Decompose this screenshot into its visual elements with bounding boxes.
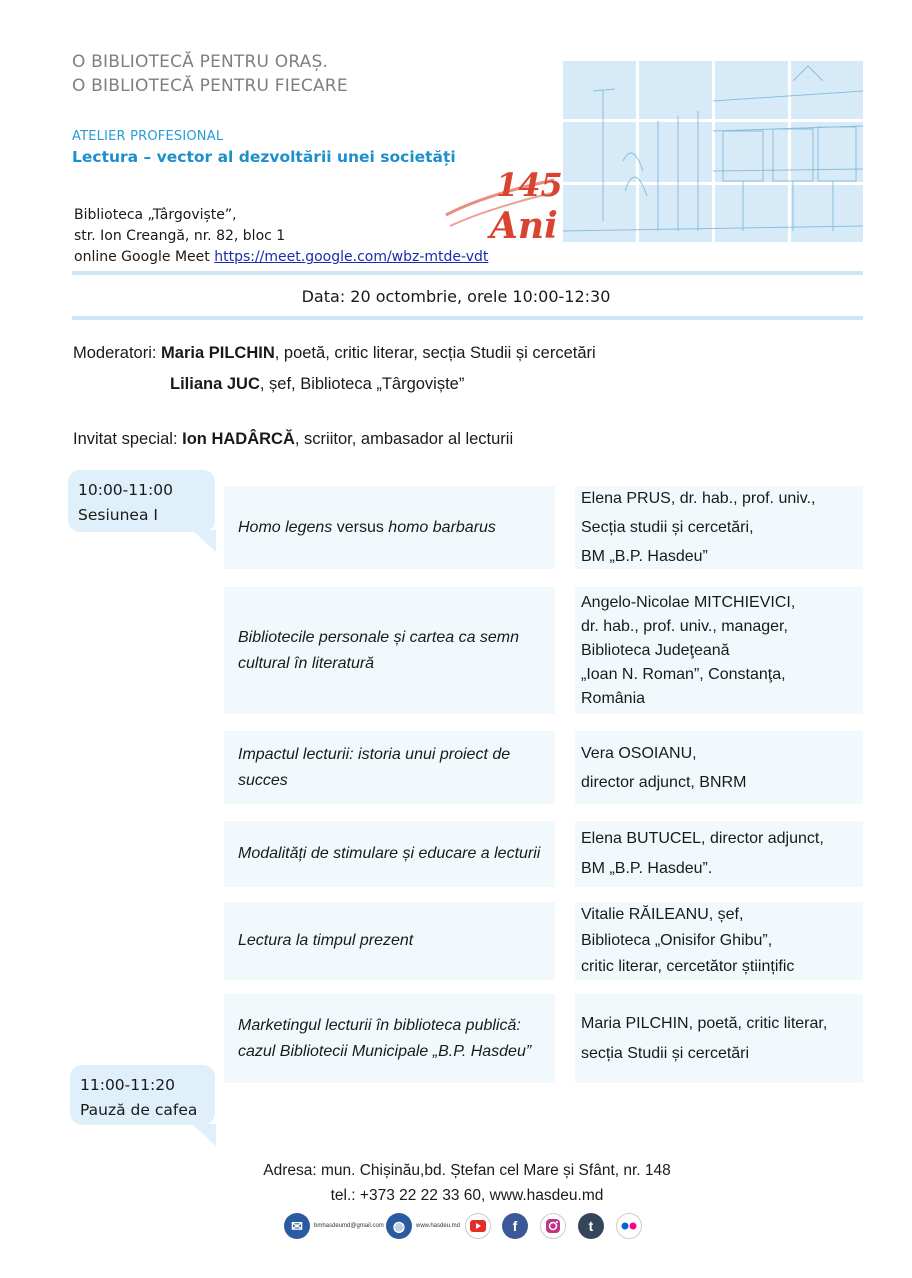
- talk-topic-3-text: Impactul lecturii: istoria unui proiect de succes: [238, 745, 511, 789]
- talk-speaker-6-line: Maria PILCHIN, poetă, critic literar,: [581, 1014, 828, 1032]
- talk-topic-2-text: Bibliotecile personale și cartea ca semn cultural în literatură: [238, 628, 520, 672]
- break-time: 11:00-11:20: [80, 1076, 175, 1094]
- session-time: 10:00-11:00: [78, 481, 173, 499]
- talk-topic-2: [224, 587, 555, 714]
- moderators-line-2: [170, 369, 464, 400]
- talk-speaker-5-line: Vitalie RĂILEANU, șef,: [581, 906, 744, 923]
- talk-speaker-2-line: Biblioteca Judeţeană: [581, 641, 730, 659]
- instagram-icon: [540, 1213, 566, 1239]
- talk-topic-1-text: Homo legens versus homo barbarus: [238, 518, 496, 536]
- meet-link[interactable]: https://meet.google.com/wbz-mtde-vdt: [214, 249, 489, 265]
- social-tumblr[interactable]: [578, 1212, 604, 1240]
- moderators-line-1: [73, 338, 596, 369]
- venue-online: [74, 247, 488, 268]
- footer-contact: tel.: +373 22 22 33 60, www.hasdeu.md: [330, 1187, 604, 1204]
- footer-address: Adresa: mun. Chișinău,bd. Ștefan cel Mare și Sfânt, nr. 148: [263, 1162, 671, 1179]
- talk-topic-5-text: Lectura la timpul prezent: [238, 932, 414, 949]
- talk-speaker-5-line: Biblioteca „Onisifor Ghibu”,: [581, 932, 773, 949]
- anniversary-number: 145: [496, 166, 563, 204]
- guest-label: Invitat special:: [73, 430, 183, 448]
- guest-name: Ion HADÂRCĂ: [182, 430, 295, 448]
- anniversary-word: Ani: [490, 205, 558, 245]
- talk-speaker-6: [575, 994, 863, 1083]
- event-title: Lectura – vector al dezvoltării unei societăți: [72, 148, 456, 166]
- session-label: Sesiunea I: [78, 506, 158, 524]
- anniversary-logo: [444, 160, 564, 245]
- talk-topic-4-text: Modalități de stimulare și educare a lecturii: [238, 845, 541, 862]
- moderator-1-name: Maria PILCHIN: [161, 344, 275, 362]
- moderator-2-name: Liliana JUC: [170, 375, 260, 393]
- moderator-2-role: , șef, Biblioteca „Târgoviște”: [259, 375, 465, 393]
- talk-speaker-4: [575, 821, 863, 887]
- talk-topic-5: [224, 902, 555, 980]
- footer-email: bmhasdeumd@gmail.com: [314, 1223, 384, 1229]
- talk-topic-1: [224, 486, 555, 569]
- social-flickr[interactable]: [616, 1212, 642, 1240]
- divider-top: [72, 271, 863, 275]
- talk-speaker-2-line: România: [581, 689, 646, 707]
- special-guest: [73, 430, 513, 449]
- talk-speaker-5-line: critic literar, cercetător științific: [581, 958, 795, 975]
- venue-block: [74, 205, 488, 268]
- talk-speaker-1: [575, 486, 863, 569]
- talk-speaker-1-line: BM „B.P. Hasdeu”: [581, 548, 708, 565]
- talk-speaker-2-line: dr. hab., prof. univ., manager,: [581, 617, 788, 635]
- talk-speaker-1-line: Secția studii și cercetări,: [581, 519, 754, 536]
- break-label: Pauză de cafea: [80, 1101, 198, 1119]
- tagline-line-1: O BIBLIOTECĂ PENTRU ORAȘ.: [72, 52, 329, 72]
- globe-icon: ◍: [386, 1213, 412, 1239]
- talk-speaker-2: [575, 587, 863, 714]
- venue-line-1: Biblioteca „Târgoviște”,: [74, 207, 237, 223]
- social-facebook[interactable]: [502, 1212, 528, 1240]
- break-bubble: [70, 1065, 215, 1125]
- event-date: Data: 20 octombrie, orele 10:00-12:30: [301, 287, 611, 306]
- talk-speaker-5: [575, 902, 863, 980]
- tumblr-icon: t: [578, 1213, 604, 1239]
- email-icon: ✉: [284, 1213, 310, 1239]
- talk-speaker-3-line: director adjunct, BNRM: [581, 773, 747, 791]
- divider-bottom: [72, 316, 863, 320]
- talk-speaker-6-line: secția Studii și cercetări: [581, 1044, 750, 1062]
- venue-line-2: str. Ion Creangă, nr. 82, bloc 1: [74, 228, 286, 244]
- library-sketch-image: [563, 61, 863, 242]
- event-type: ATELIER PROFESIONAL: [72, 129, 224, 144]
- tagline-line-2: O BIBLIOTECĂ PENTRU FIECARE: [72, 76, 348, 96]
- talk-speaker-3-line: Vera OSOIANU,: [581, 744, 697, 762]
- talk-speaker-4-line: Elena BUTUCEL, director adjunct,: [581, 830, 824, 847]
- talk-topic-6-text: Marketingul lecturii în biblioteca publică: cazul Bibliotecii Municipale „B.P. Hasdeu”: [238, 1016, 532, 1060]
- talk-topic-4: [224, 821, 555, 887]
- talk-speaker-4-line: BM „B.P. Hasdeu”.: [581, 860, 713, 877]
- venue-online-prefix: online Google Meet: [74, 249, 215, 265]
- youtube-icon: [465, 1213, 491, 1239]
- moderators-label: Moderatori:: [73, 344, 162, 362]
- tagline: [72, 50, 348, 98]
- session-bubble-tail: [192, 530, 216, 552]
- talk-speaker-3: [575, 731, 863, 804]
- social-instagram[interactable]: [540, 1212, 566, 1240]
- guest-role: , scriitor, ambasador al lecturii: [294, 430, 514, 448]
- talk-topic-3: [224, 731, 555, 804]
- talk-topic-6: [224, 994, 555, 1083]
- social-web[interactable]: [386, 1212, 460, 1240]
- break-bubble-tail: [192, 1124, 216, 1146]
- talk-speaker-2-line: Angelo-Nicolae MITCHIEVICI,: [581, 593, 796, 611]
- social-email[interactable]: [284, 1212, 384, 1240]
- talk-speaker-2-line: „Ioan N. Roman”, Constanţa,: [581, 665, 786, 683]
- footer-web: www.hasdeu.md: [416, 1223, 461, 1229]
- flickr-icon: [616, 1213, 642, 1239]
- moderator-1-role: , poetă, critic literar, secția Studii și cercetări: [274, 344, 596, 362]
- facebook-icon: f: [502, 1213, 528, 1239]
- social-youtube[interactable]: [465, 1212, 491, 1240]
- talk-speaker-1-line: Elena PRUS, dr. hab., prof. univ.,: [581, 490, 816, 507]
- session-bubble: [68, 470, 215, 532]
